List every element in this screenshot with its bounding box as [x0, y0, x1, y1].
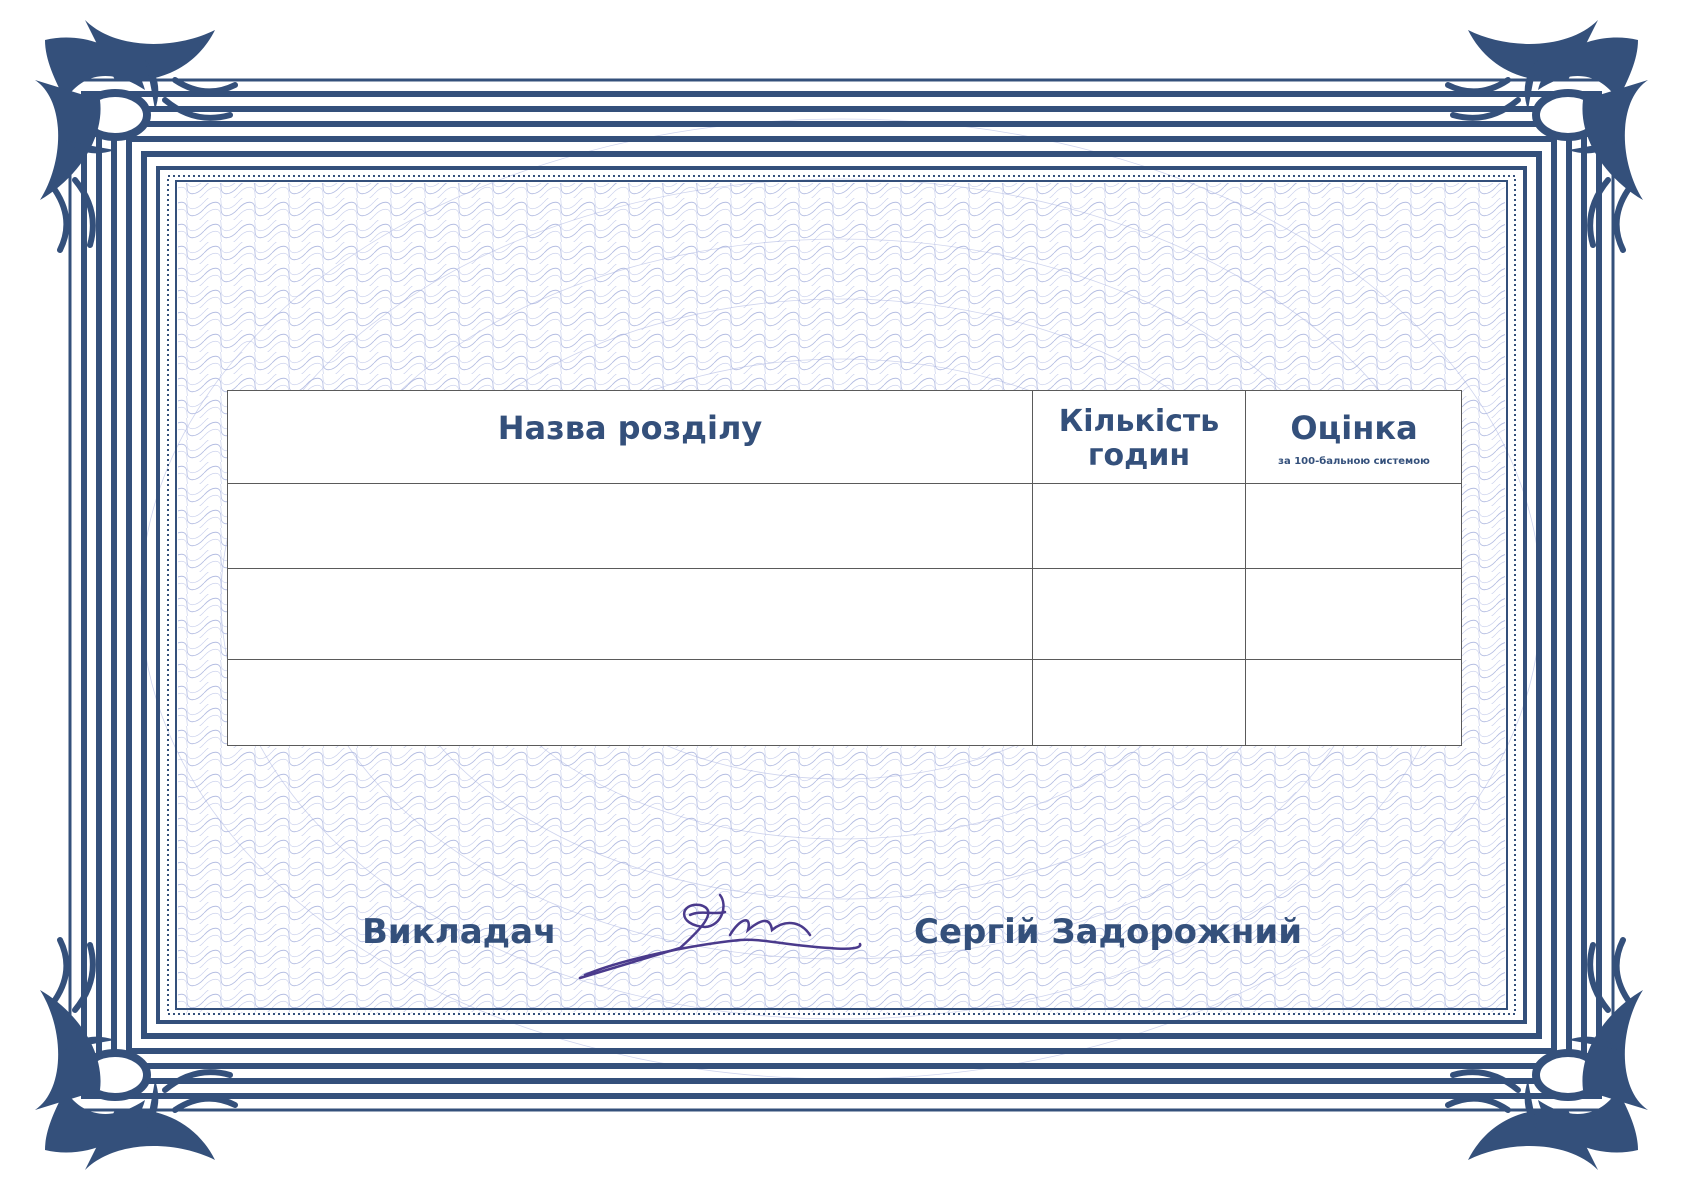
teacher-name: Сергій Задорожний [914, 912, 1303, 952]
header-grade-note: за 100-бальною системою [1278, 456, 1430, 467]
header-hours-line1: Кількість [1058, 404, 1220, 439]
grades-table [227, 390, 1462, 746]
header-hours [1033, 405, 1245, 473]
table-row [228, 569, 1461, 659]
table-row [228, 484, 1461, 568]
header-grade: Оцінка [1290, 409, 1418, 447]
teacher-label: Викладач [362, 912, 557, 952]
header-hours-line2: годин [1087, 438, 1191, 473]
header-section: Назва розділу [497, 409, 763, 447]
table-row [228, 660, 1461, 745]
